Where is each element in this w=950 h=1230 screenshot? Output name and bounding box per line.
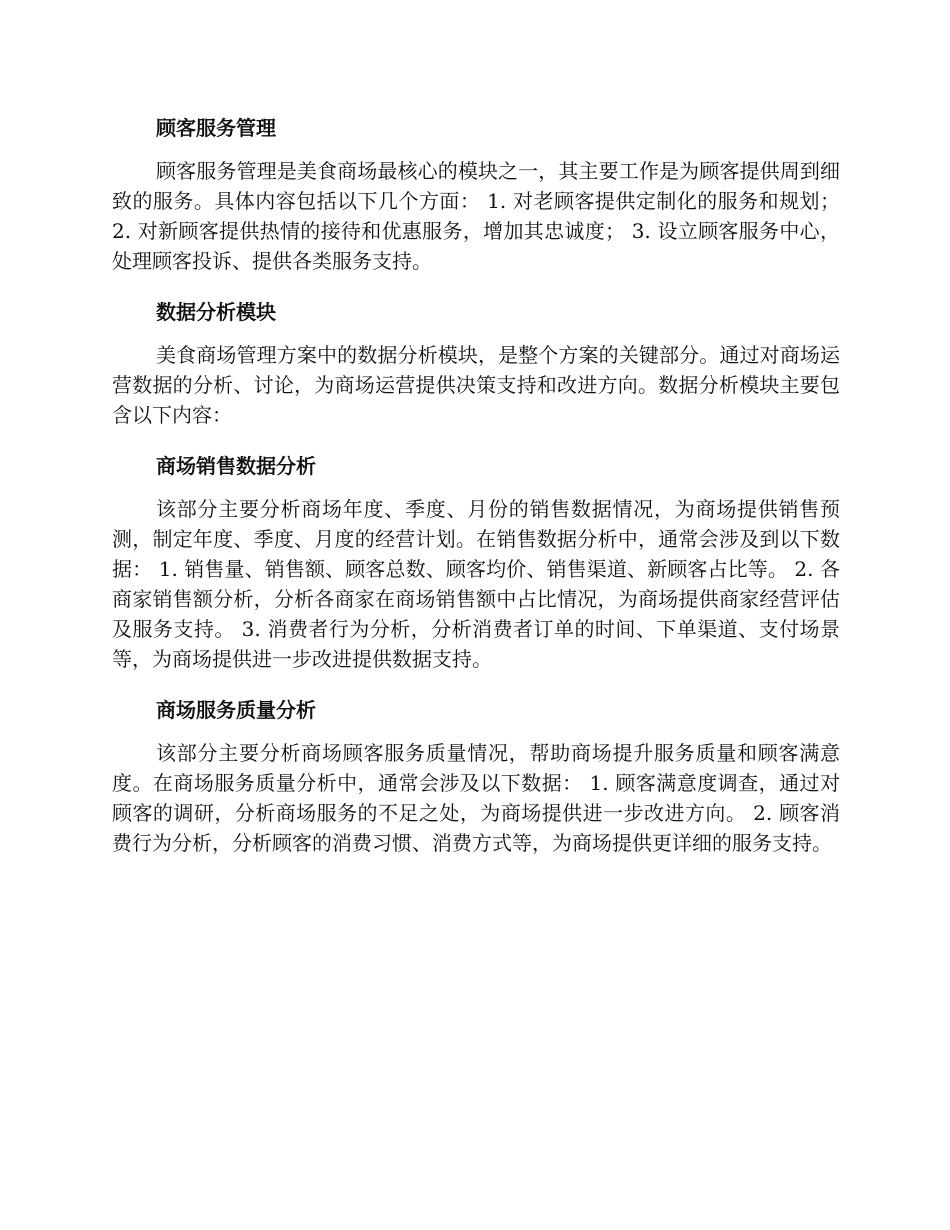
section-sales-analysis <box>112 446 840 674</box>
section-paragraph: 顾客服务管理是美食商场最核心的模块之一，其主要工作是为顾客提供周到细致的服务。具体内容包括以下几个方面： 1. 对老顾客提供定制化的服务和规划； 2. 对新顾客提供热情的接待和优惠服务，增加其忠诚度； 3. 设立顾客服务中心，处理顾客投诉、提供各类服务支持。 <box>112 159 840 273</box>
document-page <box>112 108 840 874</box>
section-data-analysis <box>112 292 840 430</box>
section-customer-service <box>112 108 840 276</box>
section-title: 顾客服务管理 <box>156 116 276 140</box>
section-title: 数据分析模块 <box>156 300 276 324</box>
section-paragraph: 美食商场管理方案中的数据分析模块，是整个方案的关键部分。通过对商场运营数据的分析、讨论，为商场运营提供决策支持和改进方向。数据分析模块主要包含以下内容： <box>112 343 840 427</box>
section-service-quality <box>112 690 840 858</box>
section-title: 商场服务质量分析 <box>156 698 316 722</box>
section-paragraph: 该部分主要分析商场顾客服务质量情况，帮助商场提升服务质量和顾客满意度。在商场服务质量分析中，通常会涉及以下数据： 1. 顾客满意度调查，通过对顾客的调研，分析商场服务的不足之处，为商场提供进一步改进方向。 2. 顾客消费行为分析，分析顾客的消费习惯、消费方式等，为商场提供更详细的服务支持。 <box>112 741 840 855</box>
section-title: 商场销售数据分析 <box>156 454 316 478</box>
section-paragraph: 该部分主要分析商场年度、季度、月份的销售数据情况，为商场提供销售预测，制定年度、季度、月度的经营计划。在销售数据分析中，通常会涉及到以下数据： 1. 销售量、销售额、顾客总数、顾客均价、销售渠道、新顾客占比等。 2. 各商家销售额分析，分析各商家在商场销售额中占比情况，为商场提供商家经营评估及服务支持。 3. 消费者行为分析，分析消费者订单的时间、下单渠道、支付场景等，为商场提供进一步改进提供数据支持。 <box>112 497 840 671</box>
